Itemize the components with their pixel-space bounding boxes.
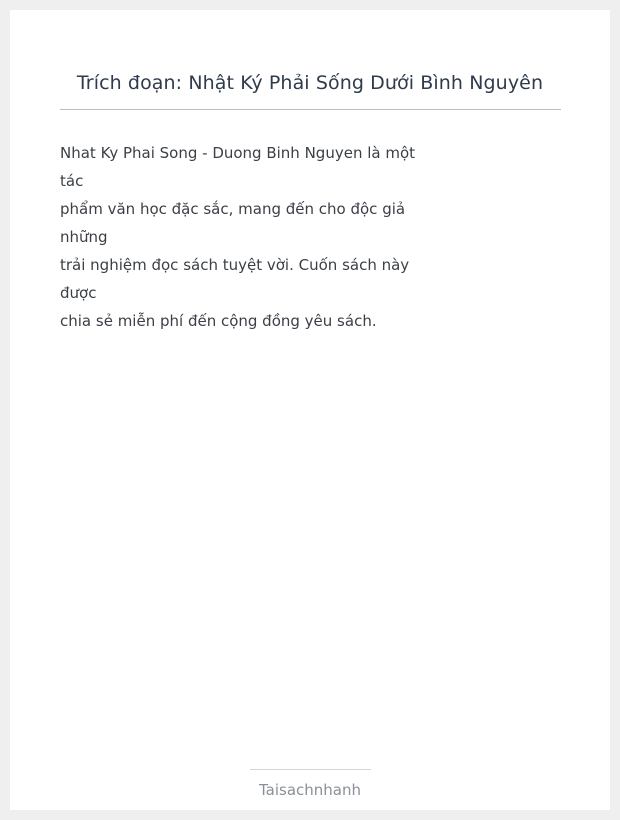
excerpt-line-3: phẩm văn học đặc sắc, mang đến cho độc giả (60, 200, 406, 218)
excerpt-line-2: tác (60, 172, 84, 190)
footer-divider (250, 769, 371, 770)
excerpt-line-7: chia sẻ miễn phí đến cộng đồng yêu sách. (60, 312, 377, 330)
excerpt-body (60, 139, 420, 335)
title-divider (60, 109, 561, 110)
footer-brand: Taisachnhanh (258, 781, 362, 799)
excerpt-line-6: được (60, 284, 97, 302)
page-title: Trích đoạn: Nhật Ký Phải Sống Dưới Bình Nguyên (76, 72, 544, 94)
excerpt-line-1: Nhat Ky Phai Song - Duong Binh Nguyen là một (60, 144, 416, 162)
excerpt-line-4: những (60, 228, 108, 246)
document-page (10, 10, 610, 810)
excerpt-line-5: trải nghiệm đọc sách tuyệt vời. Cuốn sách này (60, 256, 410, 274)
